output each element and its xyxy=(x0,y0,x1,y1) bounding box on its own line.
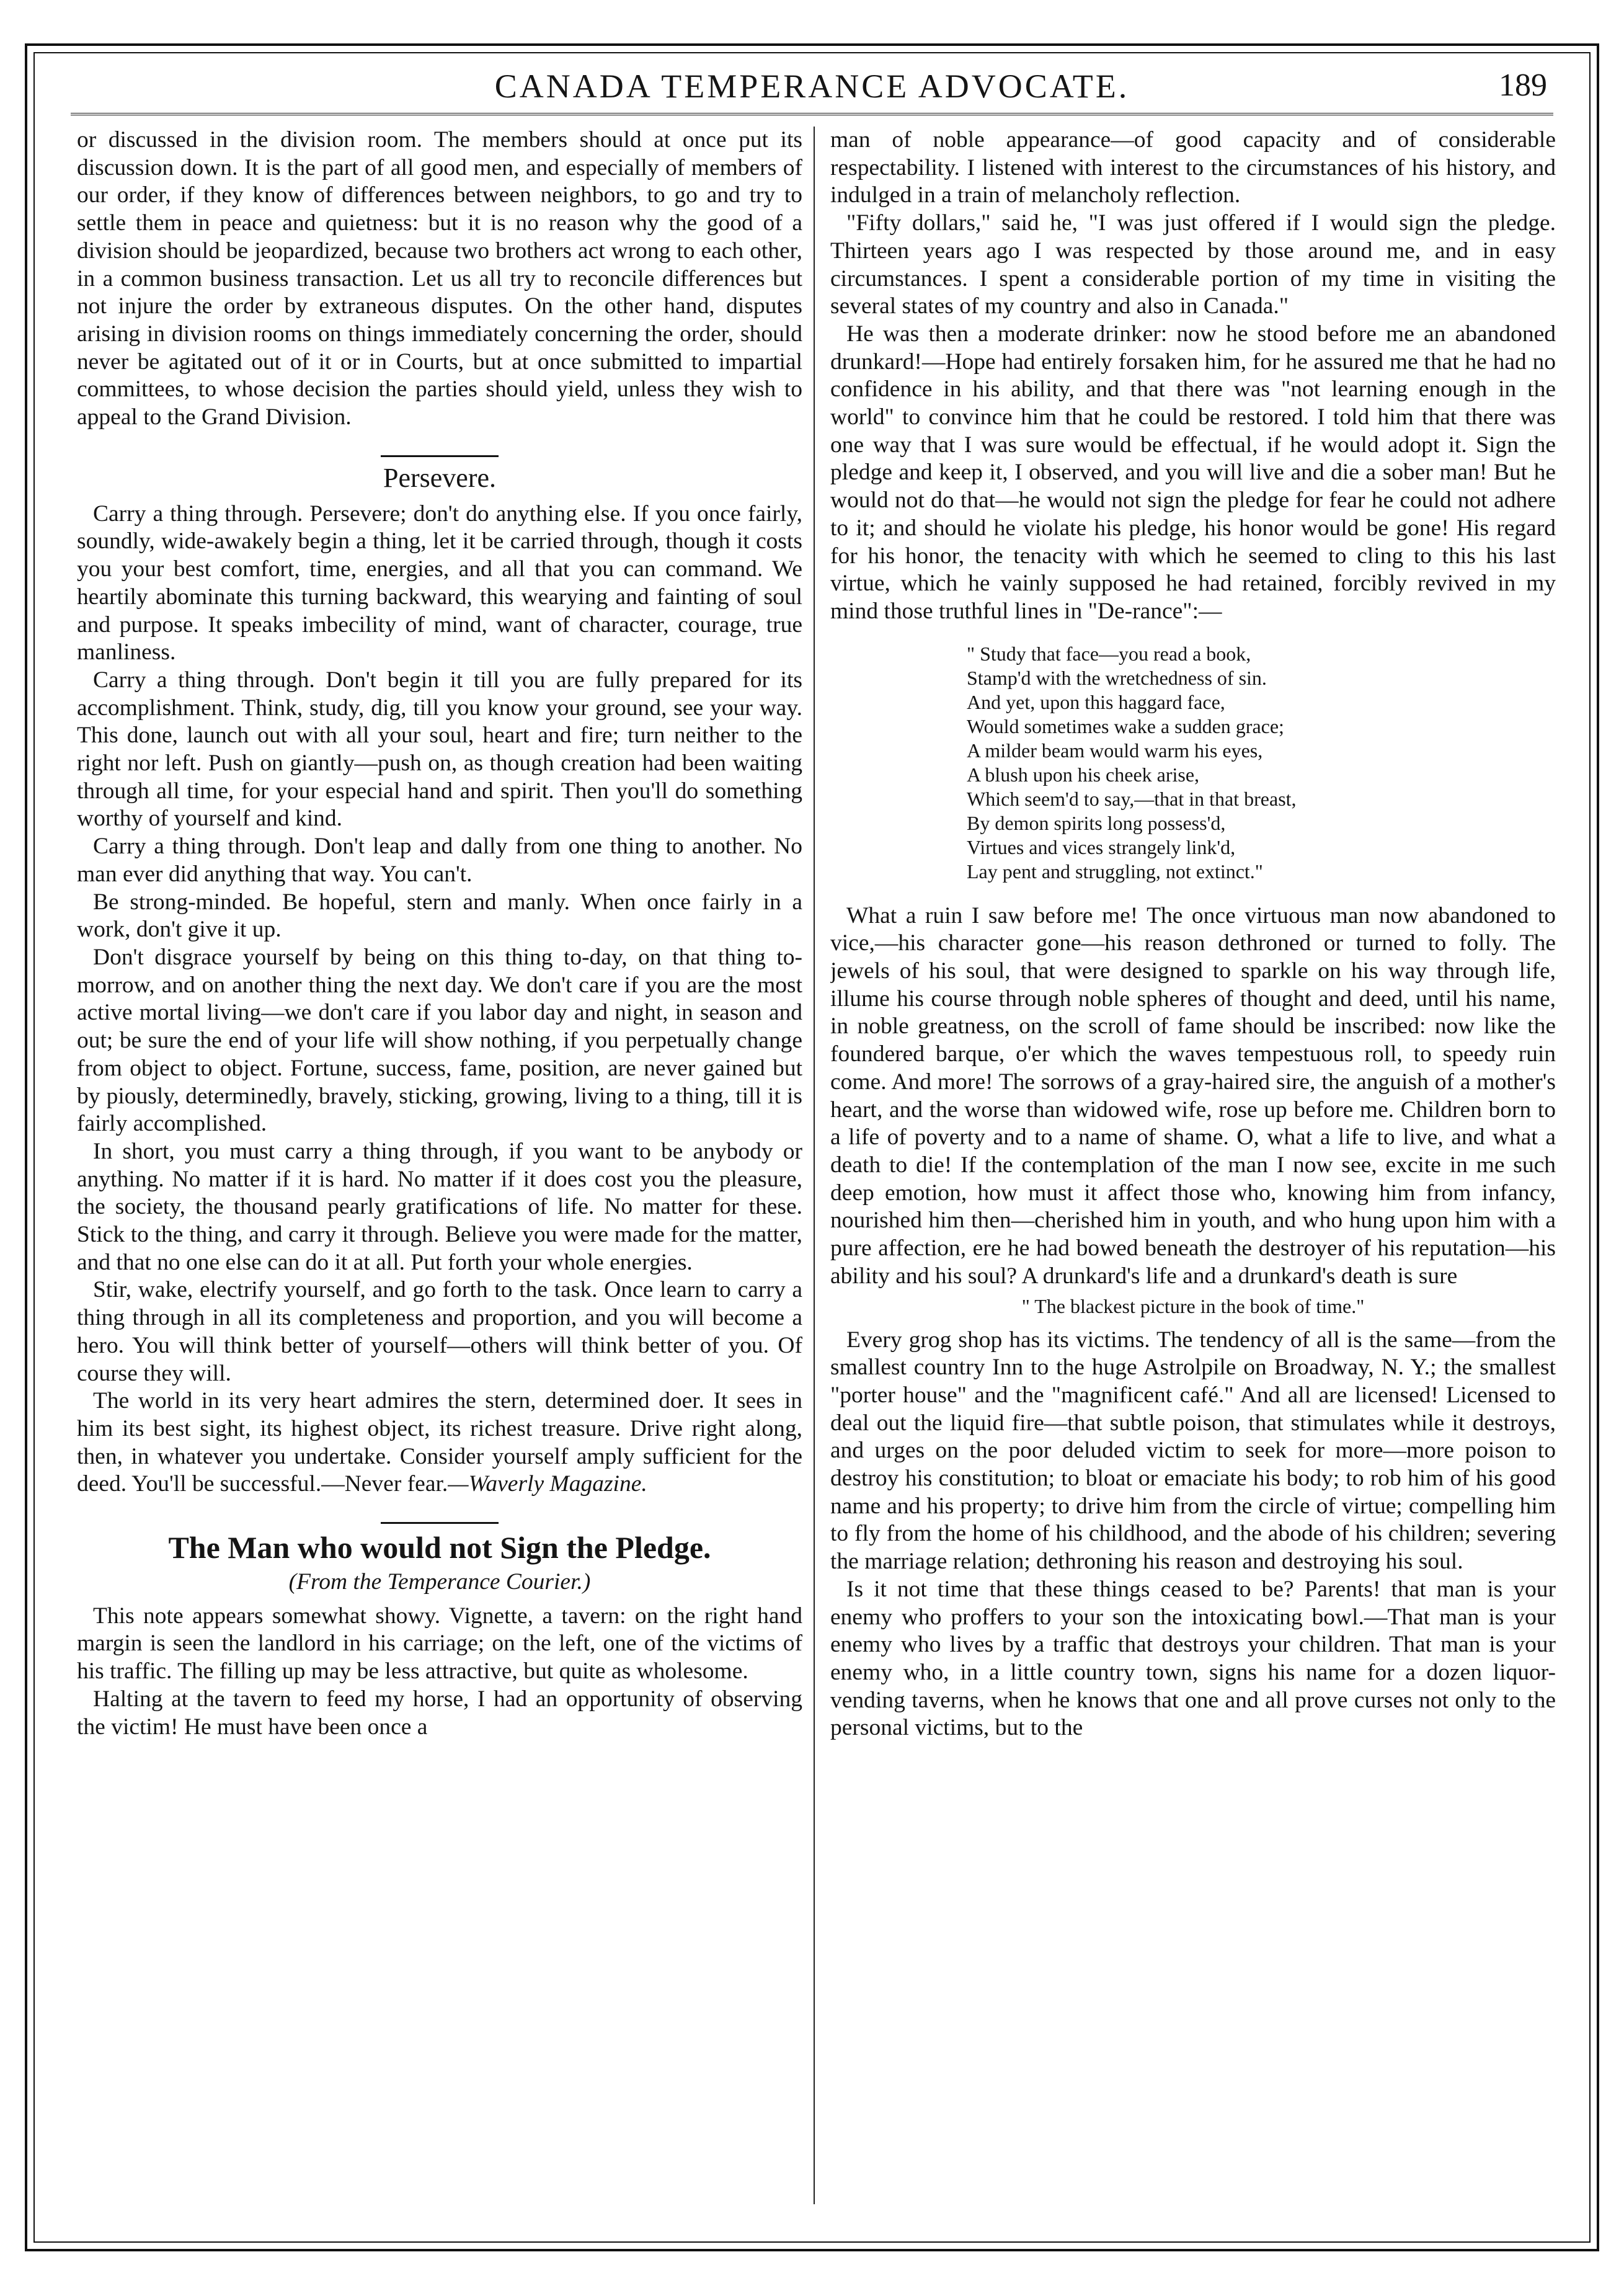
poem xyxy=(967,642,1556,884)
article-paragraph: What a ruin I saw before me! The once virtuous man now abandoned to vice,—his character gone—his reason dethroned or turned to folly. The jewels of his soul, that were designed to sparkle on his way through life, illume his course through noble spheres of thought and deed, until his name, in noble greatness, on the scroll of fame should be inscribed: now like the foundered barque, o'er which the waves tempestuous roll, to speedy ruin come. And more! The sorrows of a gray-haired sire, the anguish of a mother's heart, and the worse than widowed wife, rose up before me. Children born to a life of poverty and to a name of shame. O, what a life to live, and what a death to die! If the contemplation of the man I now see, excite in me such deep emotion, how must it affect those who, knowing him from infancy, nourished him then—cherished him in youth, and who hung upon him with a pure affection, ere he had bowed beneath the destroyer of his reputation—his ability and his soul? A drunkard's life and a drunkard's death is sure xyxy=(830,902,1556,1289)
persevere-paragraph: Carry a thing through. Don't begin it till you are fully prepared for its accomplishment. Think, study, dig, till you know your ground, see your way. This done, launch out with all your soul, heart and fire; turn neither to the right nor left. Push on giantly—push on, as though creation had been waiting through all time, for your especial hand and spirit. Then you'll do something worthy of yourself and kind. xyxy=(77,667,802,832)
persevere-source: —Waverly Magazine. xyxy=(448,1471,647,1497)
persevere-title: Persevere. xyxy=(383,462,496,493)
persevere-paragraph: Don't disgrace yourself by being on this thing to-day, on that thing to-morrow, and on another thing the next day. We don't care if you are the most active mortal living—we don't care if you labor day and night, in season and out; be sure the end of your life will show nothing, if you perpetually change from object to object. Fortune, success, fame, position, are never gained but by piously, determinedly, bravely, sticking, growing, living to a thing, till it is fairly accomplished. xyxy=(77,944,802,1137)
poem-line: A blush upon his cheek arise, xyxy=(967,763,1200,786)
poem-line: A milder beam would warm his eyes, xyxy=(967,739,1263,762)
persevere-paragraph: Be strong-minded. Be hopeful, stern and manly. When once fairly in a work, don't give it up. xyxy=(77,889,802,943)
persevere-paragraph: Carry a thing through. Don't leap and dally from one thing to another. No man ever did anything that way. You can't. xyxy=(77,834,802,887)
article-paragraph: Is it not time that these things ceased to be? Parents! that man is your enemy who proffers to your son the intoxicating bowl.—That man is your enemy who lives by a traffic that destroys your children. That man is your enemy who, in a little country town, signs his name for a dozen liquor-vending taverns, when he knows that one and all prove curses not only to the personal victims, but to the xyxy=(830,1576,1556,1741)
article-paragraph: Halting at the tavern to feed my horse, I had an opportunity of observing the victim! He must have been once a xyxy=(77,1686,802,1740)
page-header xyxy=(71,63,1553,115)
article-subtitle: (From the Temperance Courier.) xyxy=(288,1569,591,1595)
article-paragraph: Every grog shop has its victims. The tendency of all is the same—from the smallest country Inn to the huge Astrolpile on Broadway, N. Y.; the smallest "porter house" and the "magnificent café." And all are licensed! Licensed to deal out the liquid fire—that subtle poison, that stimulates while it destroys, and urges on the poor deluded victim to seek for more—more poison to destroy his constitution; to bloat or emaciate his body; to rob him of his good name and his property; to drive him from the circle of virtue; compelling him to fly from the home of his childhood, and the abode of his children; severing the marriage relation; dethroning his reason and destroying his soul. xyxy=(830,1327,1556,1575)
poem-line: Which seem'd to say,—that in that breast, xyxy=(967,787,1297,810)
persevere-paragraph-text: The world in its very heart admires the stern, determined doer. It sees in him its best sight, its highest object, its richest treasure. Drive right along, then, in whatever you undertake. Consider yourself amply sufficient for the deed. You'll be successful.—Never fear. xyxy=(77,1388,802,1497)
left-column xyxy=(77,127,802,2204)
poem-line: By demon spirits long possess'd, xyxy=(967,811,1226,834)
section-rule xyxy=(381,455,499,457)
article-paragraph: "Fifty dollars," said he, "I was just offered if I would sign the pledge. Thirteen years ago I was respected by those around me, and in easy circumstances. I spent a considerable portion of my time in visiting the several states of my country and also in Canada." xyxy=(830,210,1556,319)
persevere-final-paragraph xyxy=(77,1387,802,1498)
poem-line: And yet, upon this haggard face, xyxy=(967,690,1225,713)
persevere-paragraph: In short, you must carry a thing through, if you want to be anybody or anything. No matter if it is hard. No matter if it does cost you the pleasure, the society, the thousand pearly gratifications of life. No matter for these. Stick to the thing, and carry it through. Believe you were made for the matter, and that no one else can do it at all. Put forth your whole energies. xyxy=(77,1138,802,1275)
poem-line: Virtues and vices strangely link'd, xyxy=(967,835,1236,858)
persevere-paragraph: Stir, wake, electrify yourself, and go forth to the task. Once learn to carry a thing through in all its completeness and proportion, and you will become a hero. You will think better of yourself—others will think better of you. Of course they will. xyxy=(77,1277,802,1386)
section-rule xyxy=(381,1522,499,1524)
persevere-paragraph: Carry a thing through. Persevere; don't do anything else. If you once fairly, soundly, wide-awakely begin a thing, let it be carried through, though it costs you your best comfort, time, energies, and all that you can command. We heartily abominate this turning backward, this wearying and fainting of soul and purpose. It speaks imbecility of mind, want of character, courage, true manliness. xyxy=(77,501,802,665)
page-number: 189 xyxy=(1499,68,1547,103)
article-paragraph: This note appears somewhat showy. Vignette, a tavern: on the right hand margin is seen the landlord in his carriage; on the left, one of the victims of his traffic. The filling up may be less attractive, but quite as wholesome. xyxy=(77,1603,802,1684)
article-paragraph: He was then a moderate drinker: now he stood before me an abandoned drunkard!—Hope had entirely forsaken him, for he assured me that he had no confidence in his ability, and that there was "not learning enough in the world" to convince him that he could be restored. I told him that there was one way that I was sure would be effectual, if he would adopt it. Sign the pledge and keep it, I observed, and you will live and die a sober man! But he would not do that—he would not sign the pledge for fear he could not adhere to it; and should he violate his pledge, his honor would be gone! His regard for his honor, the tenacity with which he seemed to cling to this his last virtue, which he vainly supposed he had retained, forcibly revived in my mind those truthful lines in "De-rance":— xyxy=(830,321,1556,624)
masthead-title: CANADA TEMPERANCE ADVOCATE. xyxy=(494,68,1130,105)
poem-line: Lay pent and struggling, not extinct." xyxy=(967,860,1263,883)
article-title: The Man who would not Sign the Pledge. xyxy=(168,1530,711,1565)
newspaper-page xyxy=(25,43,1599,2251)
poem-line: " Study that face—you read a book, xyxy=(967,642,1251,665)
continued-paragraph: man of noble appearance—of good capacity and of considerable respectability. I listened with interest to the circumstances of his history, and indulged in a train of melancholy reflection. xyxy=(830,127,1556,208)
poem-line: Stamp'd with the wretchedness of sin. xyxy=(967,666,1267,689)
intro-paragraph: or discussed in the division room. The members should at once put its discussion down. It is the part of all good men, and especially of members of our order, if they know of differences between neighbors, to go and try to settle them in peace and quietness: but it is no reason why the good of a division should be jeopardized, because two brothers act wrong to each other, in a common business transaction. Let us all try to reconcile differences but not injure the order by extraneous disputes. On the other hand, disputes arising in division rooms on things immediately concerning the order, should never be agitated out of it or in Courts, but at once submitted to impartial committees, to whose decision the parties should yield, unless they wish to appeal to the Grand Division. xyxy=(77,127,802,430)
right-column xyxy=(830,127,1556,2204)
quoted-line: " The blackest picture in the book of time." xyxy=(1021,1294,1365,1317)
poem-line: Would sometimes wake a sudden grace; xyxy=(967,714,1284,737)
column-divider xyxy=(814,127,815,2204)
